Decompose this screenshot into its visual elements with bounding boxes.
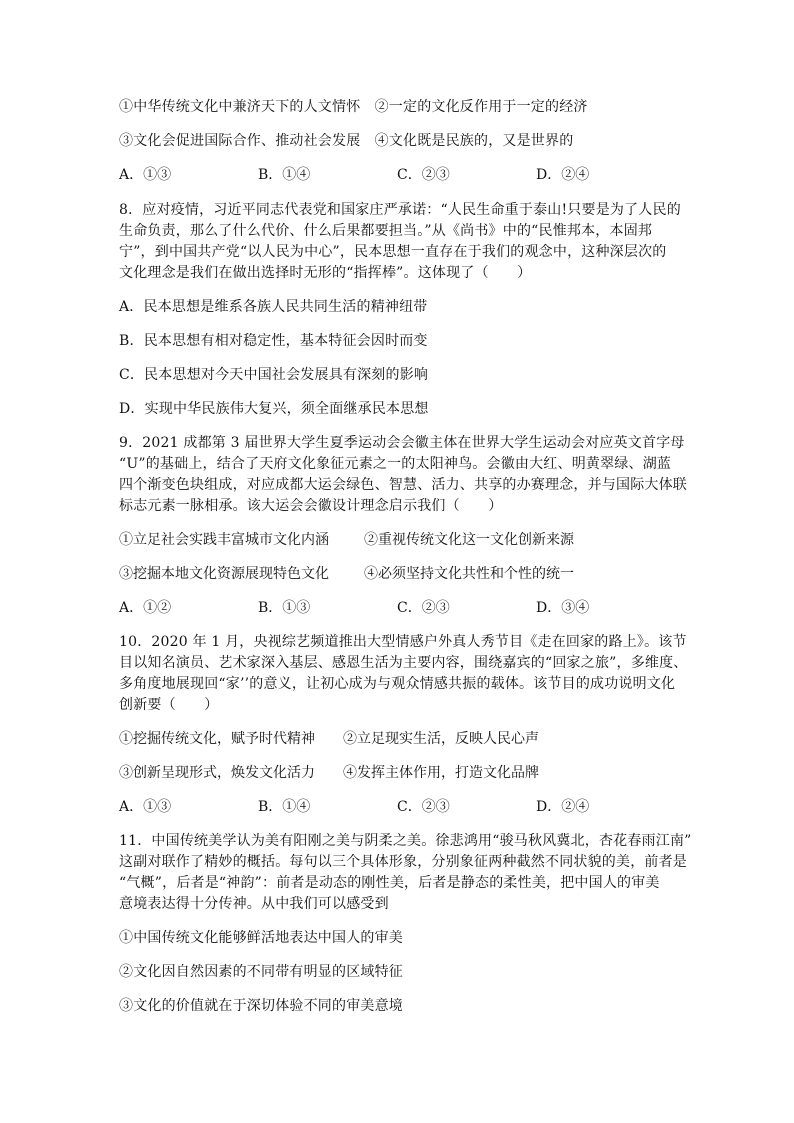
- q9-statement-2: ②重视传统文化这一文化创新来源: [364, 532, 574, 548]
- q9-stem-line: 标志元素一脉相承。该大运会会徽设计理念启示我们（ ）: [119, 498, 503, 514]
- q11-stem-line: 11．中国传统美学认为美有阳刚之美与阴柔之美。徐悲鸿用“骏马秋风冀北，杏花春雨江南”: [119, 833, 692, 849]
- q10-option-b[interactable]: B．①④: [258, 799, 311, 815]
- q10-statement-2: ②立足现实生活，反映人民心声: [343, 731, 539, 747]
- q7-option-d[interactable]: D．②④: [536, 167, 590, 183]
- q10-option-a[interactable]: A．①③: [119, 799, 172, 815]
- q9-statement-4: ④必须坚持文化共性和个性的统一: [364, 566, 574, 582]
- q10-option-c[interactable]: C．②③: [397, 799, 450, 815]
- q11-stem-line: 意境表达得十分传神。从中我们可以感受到: [119, 896, 389, 912]
- q9-stem-line: “U”的基础上，结合了天府文化象征元素之一的太阳神鸟。会徽由大红、明黄翠绿、湖蓝: [119, 456, 672, 472]
- q10-statement-3: ③创新呈现形式，焕发文化活力: [119, 765, 315, 781]
- q9-option-a[interactable]: A．①②: [119, 600, 172, 616]
- q10-statement-4: ④发挥主体作用，打造文化品牌: [343, 765, 539, 781]
- q10-stem-line: 10．2020 年 1 月，央视综艺频道推出大型情感户外真人秀节目《走在回家的路上》。该节: [119, 634, 687, 650]
- q8-stem-line: 8．应对疫情，习近平同志代表党和国家庄严承诺：“人民生命重于泰山!只要是为了人民的: [119, 202, 681, 218]
- q9-option-d[interactable]: D．③④: [536, 600, 590, 616]
- q10-statement-1: ①挖掘传统文化，赋予时代精神: [119, 731, 315, 747]
- q7-option-b[interactable]: B．①④: [258, 167, 311, 183]
- q8-option-d[interactable]: D．实现中华民族伟大复兴，须全面继承民本思想: [119, 401, 429, 417]
- q11-statement-3: ③文化的价值就在于深切体验不同的审美意境: [119, 998, 403, 1014]
- q8-stem-line: 宁”，到中国共产党“以人民为中心”，民本思想一直存在于我们的观念中，这种深层次的: [119, 244, 667, 260]
- q7-option-c[interactable]: C．②③: [397, 167, 450, 183]
- q10-stem-line: 目以知名演员、艺术家深入基层、感恩生活为主要内容，围绕嘉宾的“回家之旅”，多维度、: [119, 655, 688, 671]
- q9-stem-line: 四个渐变色块组成，对应成都大运会绿色、智慧、活力、共享的办赛理念，并与国际大体联: [119, 477, 687, 493]
- q9-option-b[interactable]: B．①③: [258, 600, 311, 616]
- q9-statement-3: ③挖掘本地文化资源展现特色文化: [119, 566, 329, 582]
- q9-stem-line: 9．2021 成都第 3 届世界大学生夏季运动会会徽主体在世界大学生运动会对应英文首字母: [119, 435, 685, 451]
- q7-statements-1-2: ①中华传统文化中兼济天下的人文情怀 ②一定的文化反作用于一定的经济: [119, 99, 588, 115]
- q10-stem-line: 多角度地展现回“家’’的意义，让初心成为与观众情感共振的载体。该节目的成功说明文化: [119, 676, 676, 692]
- q11-statement-1: ①中国传统文化能够鲜活地表达中国人的审美: [119, 930, 403, 946]
- q11-stem-line: 这副对联作了精妙的概括。每句以三个具体形象，分别象征两种截然不同状貌的美，前者是: [119, 854, 687, 870]
- q9-option-c[interactable]: C．②③: [397, 600, 450, 616]
- q7-statements-3-4: ③文化会促进国际合作、推动社会发展 ④文化既是民族的，又是世界的: [119, 133, 574, 149]
- q9-statement-1: ①立足社会实践丰富城市文化内涵: [119, 532, 329, 548]
- q11-statement-2: ②文化因自然因素的不同带有明显的区域特征: [119, 964, 403, 980]
- q8-option-b[interactable]: B．民本思想有相对稳定性，基本特征会因时而变: [119, 333, 428, 349]
- q8-option-c[interactable]: C．民本思想对今天中国社会发展具有深刻的影响: [119, 367, 429, 383]
- q10-stem-line: 创新要（ ）: [119, 697, 219, 713]
- q8-stem-line: 生命负责，那么了什么代价、什么后果都要担当。”从《尚书》中的“民惟邦本，本固邦: [119, 223, 653, 239]
- q8-option-a[interactable]: A．民本思想是维系各族人民共同生活的精神纽带: [119, 299, 428, 315]
- q10-option-d[interactable]: D．②④: [536, 799, 590, 815]
- q8-stem-line: 文化理念是我们在做出选择时无形的“指挥棒”。这体现了（ ）: [119, 265, 532, 281]
- q7-option-a[interactable]: A．①③: [119, 167, 172, 183]
- q11-stem-line: “气概”，后者是“神韵”：前者是动态的刚性美，后者是静态的柔性美，把中国人的审美: [119, 875, 660, 891]
